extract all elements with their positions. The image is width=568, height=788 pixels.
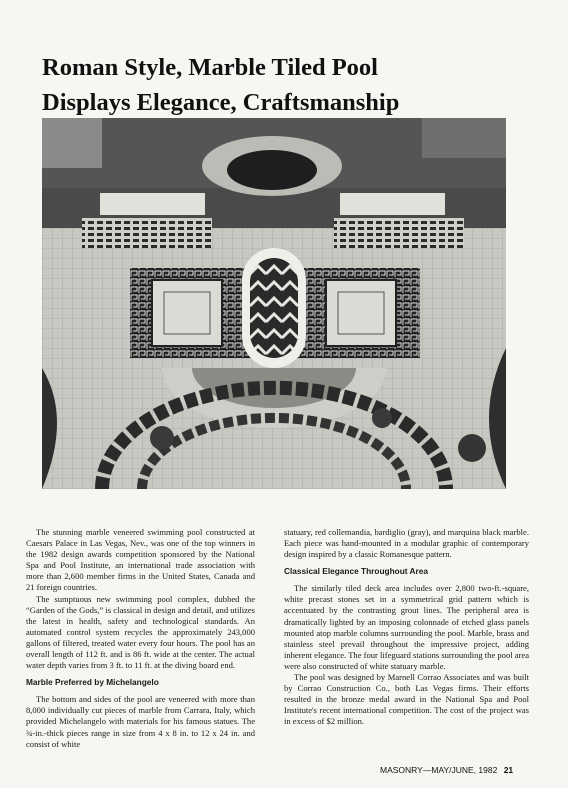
issue-label: MASONRY—MAY/JUNE, 1982 xyxy=(380,765,498,775)
body-paragraph: The bottom and sides of the pool are veneered with more than 8,000 individually cut pieces of marble from Carrara, Italy, which provided Michelangelo with materials for his famous statues. The ¾-in.-thick pieces range in size from 4 x 8 in. to 12 x 24 in. and consist of white xyxy=(26,694,255,749)
body-paragraph: The sumptuous new swimming pool complex, dubbed the “Garden of the Gods,” is classical in design and detail, and utilizes the latest in health, safety and technological standards. An automated control system recycles the approximately 243,000 gallons of filtered, treated water every four hours. The pool has an overall length of 112 ft. and is 86 ft. wide at the center. The actual water depth varies from 3 ft. to 11 ft. at the diving board end. xyxy=(26,593,255,671)
body-paragraph: statuary, red collemandia, bardiglio (gray), and marquina black marble. Each piece was hand-mounted in a modular graphic of contemporary design inspired by a classic Romanesque pattern. xyxy=(284,527,529,560)
section-heading: Marble Preferred by Michelangelo xyxy=(26,677,159,688)
body-paragraph: The similarly tiled deck area includes over 2,800 two-ft.-square, white precast stones set in a symmetrical grid pattern which is accentuated by the contrasting grout lines. The peripheral area is dramatically lighted by an imposing colonnade of etched glass panels mounted atop marble columns surrounding the pool. Marble, brass and stainless steel prevail throughout the impressive project, adding inherent elegance. The four lifeguard stations surrounding the pool area were also constructed of white statuary marble. xyxy=(284,583,529,671)
article-column-right xyxy=(284,527,529,728)
pool-photo-illustration xyxy=(42,118,506,489)
aerial-pool-photo xyxy=(42,118,506,489)
section-heading: Classical Elegance Throughout Area xyxy=(284,566,429,577)
body-paragraph: The pool was designed by Marnell Corrao Associates and was built by Corrao Construction Co., both Las Vegas firms. Their efforts resulted in the bronze medal award in the National Spa and Pool Institute's recent international competition. The cost of the project was in excess of $2 million. xyxy=(284,672,529,727)
body-paragraph: The stunning marble veneered swimming pool constructed at Caesars Palace in Las Vegas, Nev., was one of the top winners in the 1982 design awards competition sponsored by the National Spa and Pool Institute, an international trade association with more than 2,600 member firms in the United States, Canada and 21 foreign countries. xyxy=(26,527,255,593)
headline-line-1: Roman Style, Marble Tiled Pool xyxy=(42,54,378,81)
article-headline xyxy=(42,50,542,120)
article-column-left xyxy=(26,527,255,750)
page-footer xyxy=(380,765,513,775)
headline-line-2: Displays Elegance, Craftsmanship xyxy=(42,89,400,116)
page-number: 21 xyxy=(503,765,514,775)
